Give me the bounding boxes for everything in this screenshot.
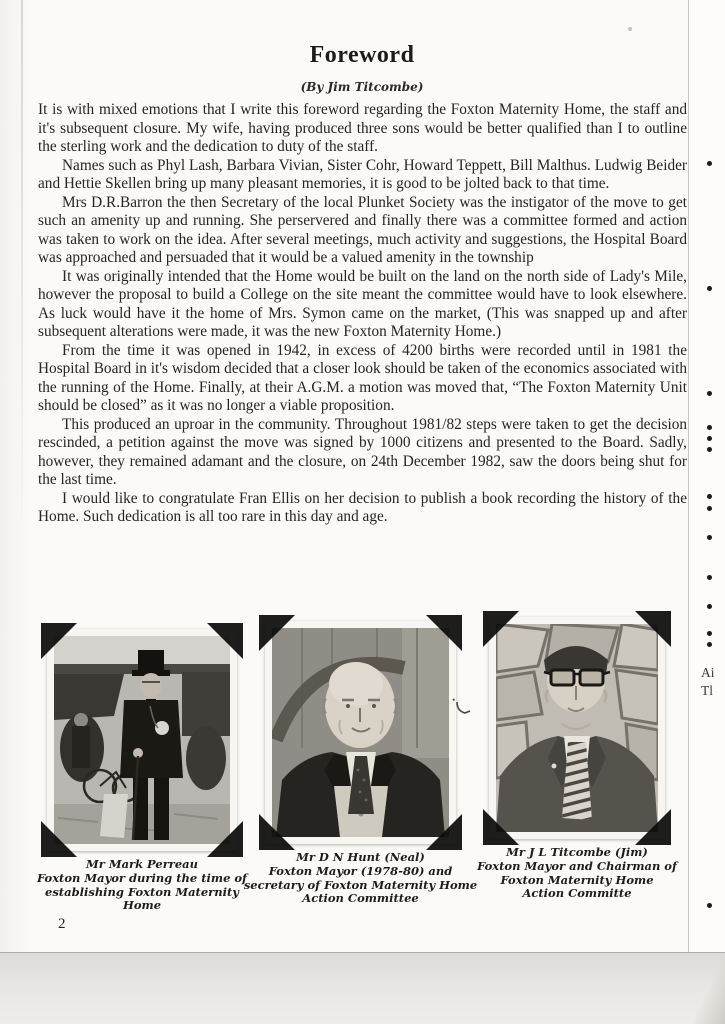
binding-dot [707, 494, 712, 499]
paragraph: It is with mixed emotions that I write this foreword regarding the Foxton Maternity Home, the staff and it's subsequent closure. My wife, having produced three sons would be better qualified than I to outline the sterling work and the dedication to duty of the staff. [38, 101, 687, 155]
facing-page-partial-text: Tl [701, 683, 713, 698]
caption-line: Foxton Mayor and Chairman of [477, 858, 677, 873]
photo-figure-mark-perreau [27, 629, 257, 913]
caption-line: Foxton Mayor (1978-80) and [268, 863, 453, 878]
photo-mark-perreau [47, 629, 237, 851]
paragraph: Names such as Phyl Lash, Barbara Vivian, Sister Cohr, Howard Teppett, Bill Malthus. Ludwig Beider and Hettie Skellen bring up many pleasant memories, it is good to be jolted back to that time. [38, 156, 687, 192]
caption-line: Home [122, 898, 162, 913]
scan-smudge [628, 27, 632, 31]
photo-illustration-elderly-man-portrait [272, 628, 449, 837]
binding-dot [707, 161, 712, 166]
binding-dot [707, 631, 712, 636]
photo-d-n-hunt [265, 621, 456, 844]
photo-caption [243, 851, 478, 906]
binding-dot [707, 535, 712, 540]
paragraph: This produced an uproar in the community. Throughout 1981/82 steps were taken to get the decision rescinded, a petition against the move was signed by 1000 citizens and presented to the Board. Sadly, however, they remained adamant and the closure, on 24th December 1982, saw the doors being shut for the last time. [38, 415, 687, 488]
binding-dot [707, 642, 712, 647]
facing-page-edge [688, 0, 725, 952]
caption-line: secretary of Foxton Maternity Home [243, 877, 478, 892]
caption-line: Mr J L Titcombe (Jim) [506, 845, 648, 859]
foreword-text [38, 101, 687, 620]
binding-dot [707, 391, 712, 396]
caption-line: Mr Mark Perreau [86, 857, 198, 871]
caption-line: Action Committe [522, 886, 632, 901]
caption-line: Mr D N Hunt (Neal) [296, 850, 425, 864]
binding-fold-line [21, 0, 23, 545]
byline: (By Jim Titcombe) [300, 80, 424, 94]
paragraph: Mrs D.R.Barron the then Secretary of the local Plunket Society was the instigator of the move to get such an amenity up and running. She perservered and finally there was a committee formed and action was taken to work on the idea. After several meetings, much activity and suggestions, the Hospital Board was approached and persuaded that it would be a valued amenity in the township [38, 193, 687, 266]
pen-mark-icon [449, 696, 475, 718]
photo-illustration-man-with-top-hat-and-cane [54, 636, 230, 844]
page-title: Foreword [309, 42, 415, 68]
binding-dot [707, 425, 712, 430]
photo-j-l-titcombe [489, 617, 665, 839]
caption-line: Foxton Mayor during the time of [36, 870, 248, 885]
left-page-shading [0, 0, 30, 952]
page-corner-shadow [681, 952, 725, 1024]
binding-dot [707, 903, 712, 908]
photo-figure-d-n-hunt [243, 621, 478, 906]
photo-caption [467, 846, 687, 901]
binding-dot [707, 436, 712, 441]
paragraph: It was originally intended that the Home would be built on the land on the north side of Lady's Mile, however the proposal to build a College on the site meant the committee would have to look elsewhere. As luck would have it the home of Mrs. Symon came on the market, (This was snapped up and after subsequent alterations were made, it was the new Foxton Maternity Home.) [38, 267, 687, 340]
photo-caption [27, 858, 257, 913]
caption-line: establishing Foxton Maternity [45, 884, 239, 899]
facing-page-partial-text: Ai [701, 665, 715, 680]
photo-figure-j-l-titcombe [467, 617, 687, 901]
paragraph: From the time it was opened in 1942, in excess of 4200 births were recorded until in 1981 the Hospital Board in it's wisdom decided that a closer look should be taken of the economics associated with the running of the Home. Finally, at their A.G.M. a motion was moved that, “The Foxton Maternity Unit should be closed” as it was no longer a viable proposition. [38, 341, 687, 414]
caption-line: Action Committee [302, 891, 419, 906]
paragraph: I would like to congratulate Fran Ellis on her decision to publish a book recording the history of the Home. Such dedication is all too rare in this day and age. [38, 489, 687, 525]
binding-dot [707, 286, 712, 291]
binding-dot [707, 447, 712, 452]
binding-dot [707, 575, 712, 580]
binding-dot [707, 604, 712, 609]
binding-dot [707, 506, 712, 511]
page-number: 2 [58, 916, 66, 932]
scanner-background-band [0, 952, 725, 1024]
photo-illustration-man-with-glasses-portrait [496, 624, 658, 832]
caption-line: Foxton Maternity Home [500, 872, 654, 887]
